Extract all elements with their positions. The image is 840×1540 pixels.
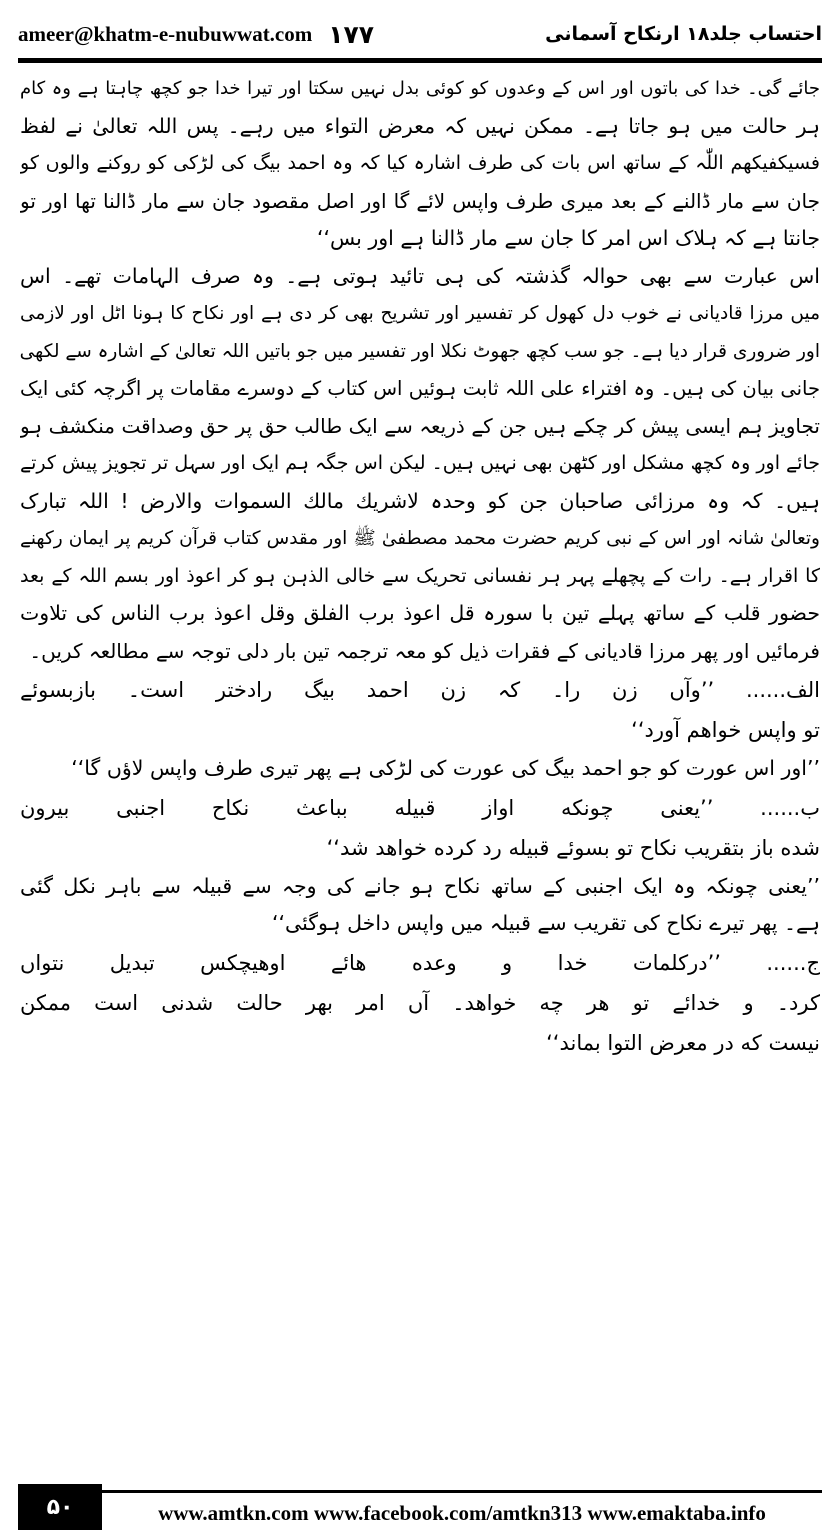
paragraph <box>20 750 820 788</box>
paragraph <box>20 868 820 943</box>
page-header <box>18 14 822 54</box>
text-line: ’’اور اس عورت کو جو احمد بیگ کی عورت کی لڑکی ہے پھر تیری طرف واپس لاؤں گا‘‘ <box>71 756 820 780</box>
text-line: تجاویز ہم ایسی پیش کر چکے ہیں جن کے ذریعہ سے ایک طالب حق پر حق وصداقت منکشف ہو <box>20 413 820 438</box>
text-line: جانی بیان کی ہیں۔ وہ افتراء علی اللہ ثابت ہوئیں اس کتاب کے دوسرے مقامات پر اگرچہ کئی ایک <box>20 377 820 400</box>
paragraph <box>20 943 820 1063</box>
text-line: کرد۔ و خدائے تو هر چه خواهد۔ آں امر بهر حالت شدنی است ممکن <box>20 990 820 1015</box>
text-line: جانتا ہے کہ ہلاک اس امر کا جان سے مار ڈالنا ہے اور بس‘‘ <box>316 226 820 250</box>
text-line: ہیں۔ کہ وہ مرزائی صاحبان جن کو وحدہ لاشریك مالك السموات والارض ! اللہ تبارک <box>20 488 820 513</box>
footer-rule-bar <box>102 1490 822 1493</box>
footer-rule <box>102 1484 822 1530</box>
text-line: فسیکفیکھم اللّٰہ کے ساتھ اس بات کی طرف اشارہ کیا کہ وہ احمد بیگ کی لڑکی کو روکنے والوں کو <box>20 152 820 174</box>
footer-urls: www.amtkn.com www.facebook.com/amtkn313 www.emaktaba.info <box>158 1501 766 1525</box>
header-rule <box>18 58 822 63</box>
text-line: جائے اور وہ کچھ مشکل اور کٹھن بھی نہیں ہیں۔ لیکن اس جگہ ہم ایک اور سہل تر تجویز پیش کرتے <box>20 452 820 474</box>
text-line: فرمائیں اور پھر مرزا قادیانی کے فقرات ذیل کو معہ ترجمہ تین بار دلی توجہ سے مطالعہ کریں۔ <box>29 638 820 663</box>
page-footer <box>18 1484 822 1530</box>
book-title: احتساب جلد۱۸ ارنکاح آسمانی <box>545 23 822 45</box>
text-line: وتعالیٰ شانہ اور اس کے نبی کریم حضرت محمد مصطفیٰ ﷺ اور مقدس کتاب قرآن کریم پر ایمان رکھنے <box>20 528 820 549</box>
header-email: ameer@khatm-e-nubuwwat.com <box>18 21 313 46</box>
text-line: شده باز بتقریب نکاح تو بسوئے قبیله رد کرده خواهد شد‘‘ <box>326 835 820 860</box>
text-line: ہر حالت میں ہو جاتا ہے۔ ممکن نہیں کہ معرض التواء میں رہے۔ پس اللہ تعالیٰ نے لفظ <box>20 113 820 138</box>
page-number: ۱۷۷ <box>328 19 375 49</box>
text-line: اس عبارت سے بھی حوالہ گذشتہ کی ہی تائید ہوتی ہے۔ وہ صرف الہامات تھے۔ اس <box>20 263 820 288</box>
header-left <box>18 20 374 49</box>
text-line: جان سے مار ڈالنے کے بعد میری طرف واپس لائے گا اور اصل مقصود جان سے مار ڈالنا تھا اور تو <box>20 188 820 213</box>
text-line: کا اقرار ہے۔ رات کے پچھلے پہر ہر نفسانی تحریک سے خالی الذہن ہو کر اعوذ اور بسم اللہ کے بعد <box>20 564 820 587</box>
text-line: تو واپس خواهم آورد‘‘ <box>631 718 820 742</box>
text-line: ج...... ’’درکلمات خدا و وعده هائے اوهیچکس تبدیل نتواں <box>20 950 820 975</box>
text-line: حضور قلب کے ساتھ پہلے تین با سورہ قل اعوذ برب الفلق وقل اعوذ برب الناس کی تلاوت <box>20 601 820 625</box>
text-line: ب...... ’’یعنی چونکه اواز قبیله بباعث نکاح اجنبی بیرون <box>20 795 820 820</box>
paragraph <box>20 70 820 258</box>
text-line: جائے گی۔ خدا کی باتوں اور اس کے وعدوں کو کوئی بدل نہیں سکتا اور تیرا خدا جو کچھ چاہتا ہے وہ کام <box>20 78 820 99</box>
text-line: میں مرزا قادیانی نے خوب دل کھول کر تفسیر اور تشریح بھی کر دی ہے اور نکاح کا ہونا اٹل اور لازمی <box>20 303 820 324</box>
text-line: ’’یعنی چونکہ وہ ایک اجنبی کے ساتھ نکاح ہو جانے کی وجہ سے قبیلہ سے باہر نکل گئی <box>20 873 820 898</box>
text-line: نیست که در معرض التوا بماند‘‘ <box>546 1030 820 1055</box>
paragraph <box>20 258 820 671</box>
paragraph <box>20 670 820 750</box>
text-line: ہے۔ پھر تیرے نکاح کی تقریب سے قبیلہ میں واپس داخل ہوگئی‘‘ <box>271 911 820 935</box>
text-line: اور ضروری قرار دیا ہے۔ جو سب کچھ جھوٹ نکلا اور تفسیر میں جو باتیں اللہ تعالیٰ کے اشارہ سے لکھی <box>20 340 820 362</box>
text-line: الف...... ’’وآں زن را۔ کہ زن احمد بیگ رادختر است۔ بازبسوئے <box>20 678 820 702</box>
folio-number: ۵۰ <box>18 1484 102 1530</box>
document-body <box>20 70 820 1470</box>
paragraph <box>20 788 820 868</box>
